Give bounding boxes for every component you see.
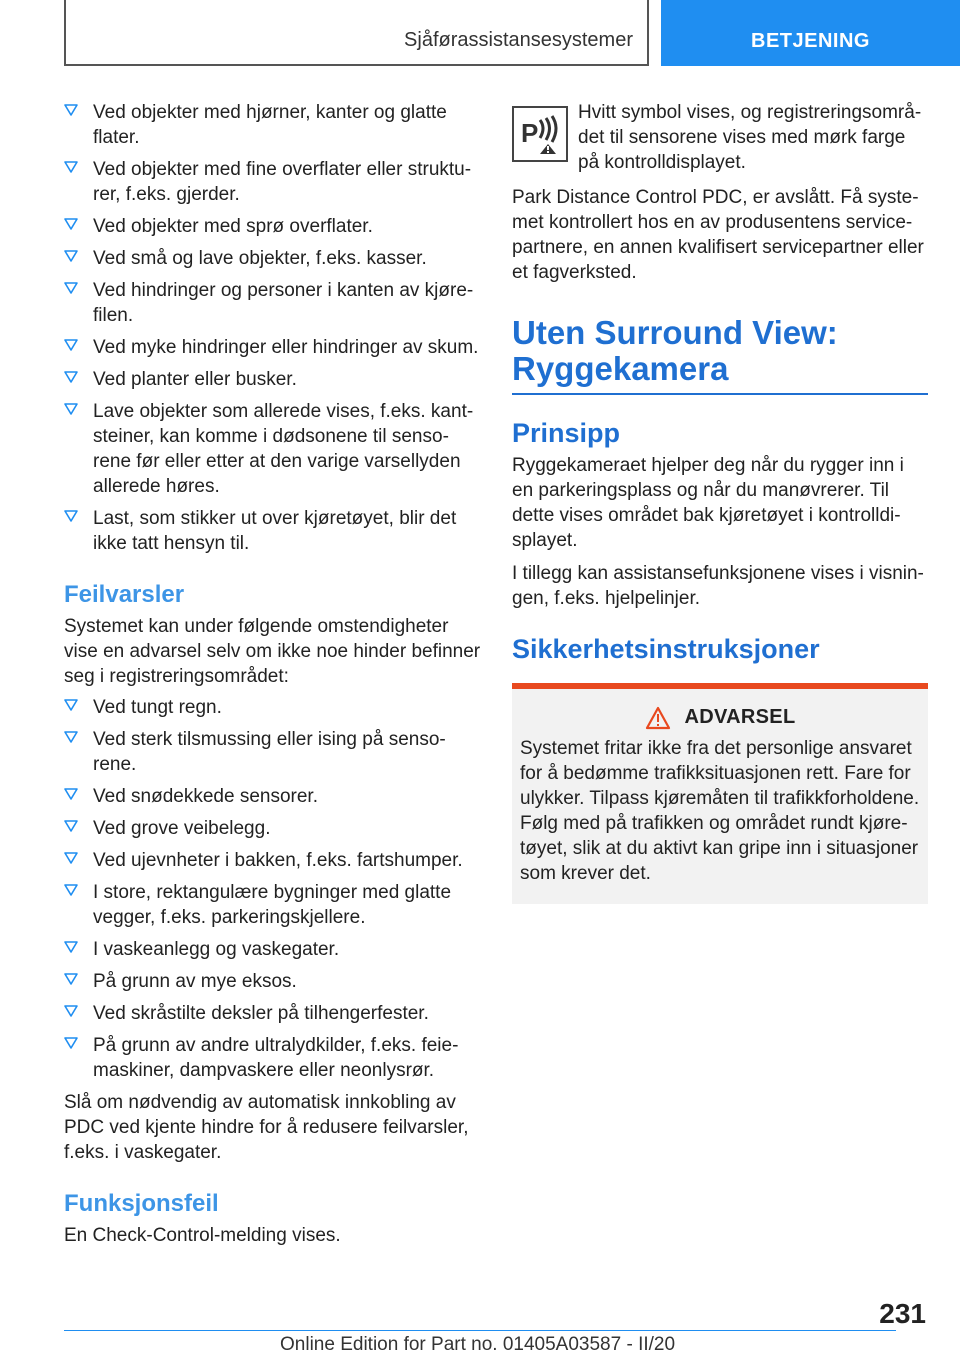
main-heading-rear-camera: Uten Surround View: Ryggekamera [512, 315, 928, 395]
prinsipp-paragraph-1: Ryggekameraet hjelper deg når du rygger inn i en parkeringsplass og når du manøvrerer. Til dette vises området bak kjøretøyet i kontrolldi-splayet. [512, 455, 904, 551]
list-item [64, 1001, 484, 1026]
list-item [64, 214, 484, 239]
list-item [64, 937, 484, 962]
warning-header [520, 705, 920, 730]
list-item [64, 278, 484, 328]
warning-box [512, 683, 928, 904]
bullet-arrow-icon [64, 1004, 78, 1018]
feilvarsler-intro: Systemet kan under følgende omstendigheter vise en advarsel selv om ikke noe hinder befinner seg i registreringsområdet: [64, 616, 481, 687]
bullet-arrow-icon [64, 972, 78, 986]
bullet-arrow-icon [64, 370, 78, 384]
list-item [64, 880, 484, 930]
list-item-text: Ved grove veibelegg. [93, 818, 271, 839]
heading-prinsipp: Prinsipp [512, 418, 621, 448]
heading-feilvarsler: Feilvarsler [64, 581, 185, 608]
bullet-arrow-icon [64, 160, 78, 174]
park-distance-control-icon [512, 106, 568, 162]
left-column [64, 100, 484, 1254]
list-item [64, 727, 484, 777]
heading-funksjonsfeil: Funksjonsfeil [64, 1190, 219, 1217]
bullet-arrow-icon [64, 730, 78, 744]
bullet-arrow-icon [64, 338, 78, 352]
list-item [64, 695, 484, 720]
list-item-text: Lave objekter som allerede vises, f.eks. kant-steiner, kan komme i dødsonene til senso-rene før eller etter at den varige varsellyden allerede høres. [93, 401, 474, 497]
symbol-description: Hvitt symbol vises, og registreringsområ-det til sensorene vises med mørk farge på kontrolldisplayet. [578, 102, 922, 173]
list-item-text: Ved hindringer og personer i kanten av kjøre-filen. [93, 280, 474, 326]
list-item-text: I store, rektangulære bygninger med glatte vegger, f.eks. parkeringskjellere. [93, 882, 452, 928]
list-item-text: Ved små og lave objekter, f.eks. kasser. [93, 248, 427, 269]
list-item-text: Ved objekter med hjørner, kanter og glatte flater. [93, 102, 447, 148]
bullet-arrow-icon [64, 787, 78, 801]
list-item [64, 506, 484, 556]
list-item-text: På grunn av mye eksos. [93, 971, 297, 992]
funksjonsfeil-text: En Check-Control-melding vises. [64, 1225, 341, 1246]
heading-sikkerhet: Sikkerhetsinstruksjoner [512, 634, 820, 664]
list-item-text: Ved tungt regn. [93, 697, 222, 718]
right-column [512, 100, 928, 904]
list-item [64, 246, 484, 271]
prinsipp-paragraph-2: I tillegg kan assistansefunksjonene vises i visnin-gen, f.eks. hjelpelinjer. [512, 563, 924, 609]
limitations-list [64, 100, 484, 556]
pdc-off-text: Park Distance Control PDC, er avslått. Få syste-met kontrollert hos en av produsentens service-partnere, en annen kvalifisert servicepartner eller et fagverksted. [512, 187, 924, 283]
bullet-arrow-icon [64, 509, 78, 523]
list-item [64, 157, 484, 207]
bullet-arrow-icon [64, 1036, 78, 1050]
footer-divider [64, 1330, 896, 1331]
bullet-arrow-icon [64, 217, 78, 231]
list-item-text: Ved objekter med sprø overflater. [93, 216, 373, 237]
list-item [64, 335, 484, 360]
bullet-arrow-icon [64, 883, 78, 897]
list-item-text: Ved sterk tilsmussing eller ising på senso-rene. [93, 729, 446, 775]
bullet-arrow-icon [64, 103, 78, 117]
list-item-text: Ved ujevnheter i bakken, f.eks. fartshumper. [93, 850, 463, 871]
list-item-text: Ved objekter med fine overflater eller struktu-rer, f.eks. gjerder. [93, 159, 472, 205]
bullet-arrow-icon [64, 940, 78, 954]
list-item-text: Ved skråstilte deksler på tilhengerfester. [93, 1003, 429, 1024]
list-item [64, 848, 484, 873]
list-item-text: Ved snødekkede sensorer. [93, 786, 318, 807]
warning-triangle-icon [645, 706, 671, 730]
feilvarsler-outro: Slå om nødvendig av automatisk innkobling av PDC ved kjente hindre for å redusere feilvarsler, f.eks. i vaskegater. [64, 1092, 469, 1163]
list-item [64, 784, 484, 809]
list-item [64, 100, 484, 150]
list-item [64, 1033, 484, 1083]
list-item-text: På grunn av andre ultralydkilder, f.eks. feie-maskiner, dampvaskere eller neonlysrør. [93, 1035, 459, 1081]
page-number: 231 [879, 1298, 926, 1329]
list-item-text: Ved myke hindringer eller hindringer av skum. [93, 337, 479, 358]
list-item [64, 816, 484, 841]
svg-text:P: P [521, 118, 539, 148]
list-item-text: I vaskeanlegg og vaskegater. [93, 939, 340, 960]
bullet-arrow-icon [64, 851, 78, 865]
list-item-text: Ved planter eller busker. [93, 369, 297, 390]
list-item [64, 399, 484, 499]
warning-text: Systemet fritar ikke fra det personlige ansvaret for å bedømme trafikksituasjonen rett. Fare for ulykker. Tilpass kjøremåten til trafikkforholdene. Følg med på trafikken og området rundt kjøre-tøyet, slik at du aktivt kan gripe inn i situasjoner som krever det. [520, 738, 920, 884]
bullet-arrow-icon [64, 249, 78, 263]
bullet-arrow-icon [64, 281, 78, 295]
list-item [64, 367, 484, 392]
warning-title: ADVARSEL [684, 706, 796, 728]
bullet-arrow-icon [64, 402, 78, 416]
bullet-arrow-icon [64, 698, 78, 712]
bullet-arrow-icon [64, 819, 78, 833]
list-item-text: Last, som stikker ut over kjøretøyet, blir det ikke tatt hensyn til. [93, 508, 457, 554]
pdc-symbol-row [512, 100, 928, 175]
list-item [64, 969, 484, 994]
header-section-title: Sjåførassistansesystemer [404, 28, 633, 51]
header-chapter-label: BETJENING [751, 29, 870, 52]
header-section-box [64, 0, 649, 66]
footer-edition: Online Edition for Part no. 01405A03587 - II/20 [280, 1334, 676, 1355]
false-warnings-list [64, 695, 484, 1083]
header-chapter-tab [661, 0, 960, 66]
